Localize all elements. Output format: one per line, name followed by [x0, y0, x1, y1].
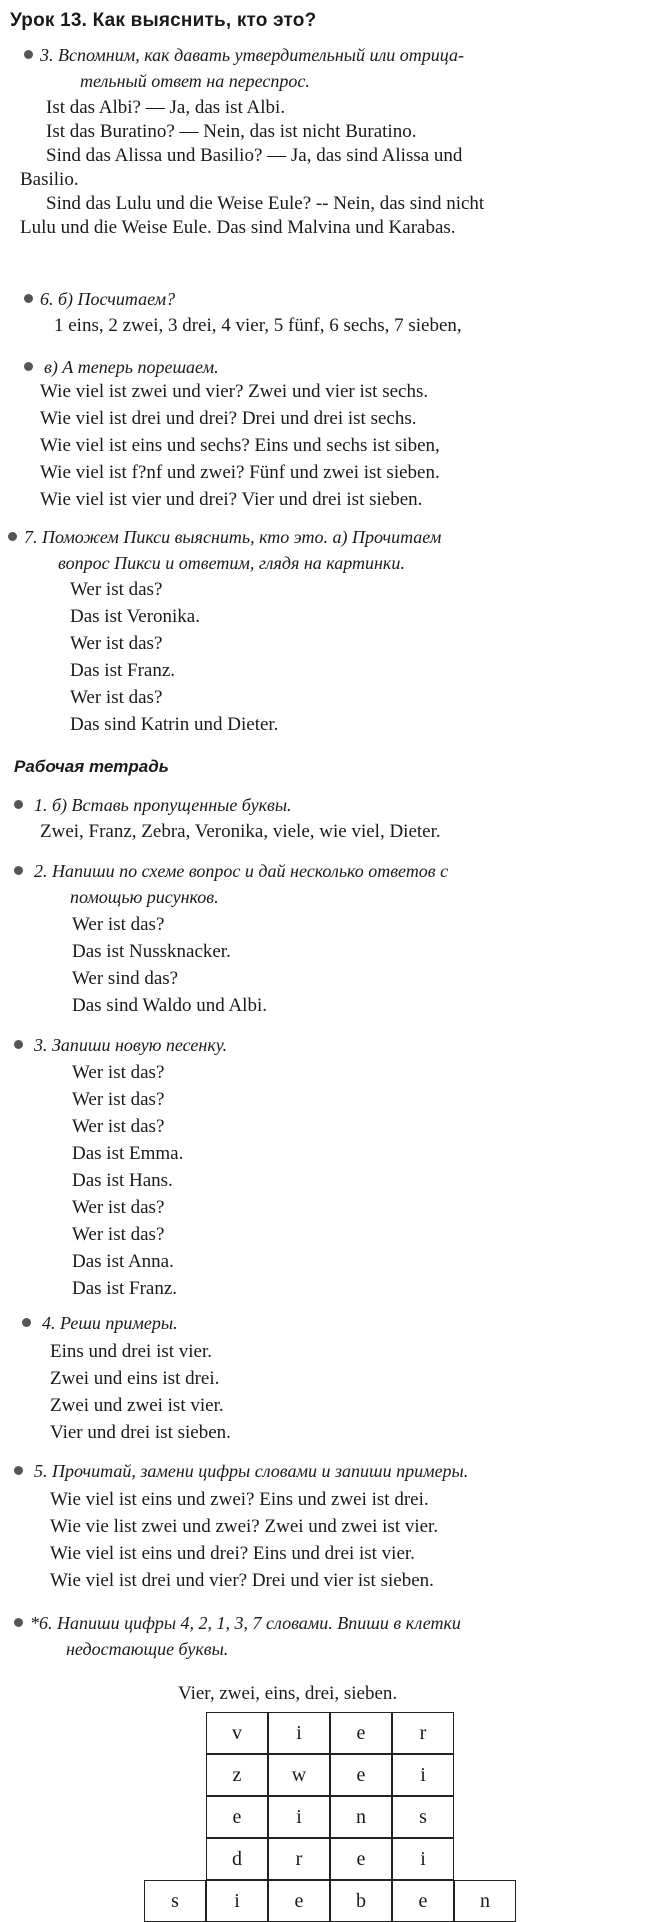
section-heading: 6. б) Посчитаем?	[40, 289, 176, 309]
grid-cell: e	[392, 1880, 454, 1922]
bullet-icon	[14, 1618, 23, 1627]
text-line: Wie viel ist drei und drei? Drei und drei ist sechs.	[40, 408, 417, 429]
grid-cell: e	[330, 1754, 392, 1796]
text-line: Sind das Lulu und die Weise Eule? -- Nein, das sind nicht	[46, 193, 485, 214]
grid-cell: i	[268, 1796, 330, 1838]
text-line: Das sind Waldo und Albi.	[72, 995, 267, 1016]
answer-line: Vier, zwei, eins, drei, sieben.	[178, 1683, 398, 1704]
grid-cell: r	[268, 1838, 330, 1880]
grid-cell: e	[330, 1838, 392, 1880]
text-line: Wer ist das?	[72, 1062, 165, 1083]
grid-cell: r	[392, 1712, 454, 1754]
text-line: Ist das Buratino? — Nein, das ist nicht Buratino.	[46, 121, 417, 142]
bullet-icon	[24, 362, 33, 371]
grid-cell: e	[206, 1796, 268, 1838]
text-line: Wie vie list zwei und zwei? Zwei und zwei ist vier.	[50, 1516, 439, 1537]
text-line: Das ist Anna.	[72, 1251, 174, 1272]
grid-cell: e	[330, 1712, 392, 1754]
text-line: Zwei und eins ist drei.	[50, 1368, 220, 1389]
text-line: Wie viel ist f?nf und zwei? Fünf und zwei ist sieben.	[40, 462, 440, 483]
bullet-icon	[14, 800, 23, 809]
text-line: Zwei, Franz, Zebra, Veronika, viele, wie viel, Dieter.	[40, 821, 441, 842]
text-line: Wer ist das?	[72, 914, 165, 935]
bullet-icon	[14, 1466, 23, 1475]
grid-cell: d	[206, 1838, 268, 1880]
text-line: Das ist Emma.	[72, 1143, 184, 1164]
grid-cell: i	[392, 1754, 454, 1796]
workbook-title: Рабочая тетрадь	[14, 757, 169, 776]
grid-cell: n	[454, 1880, 516, 1922]
grid-cell: e	[268, 1880, 330, 1922]
text-line: Wie viel ist drei und vier? Drei und vier ist sieben.	[50, 1570, 434, 1591]
bullet-icon	[24, 50, 33, 59]
text-line: Wer ist das?	[72, 1224, 165, 1245]
text-line: Zwei und zwei ist vier.	[50, 1395, 224, 1416]
text-line: Wer sind das?	[72, 968, 179, 989]
section-heading: 1. б) Вставь пропущенные буквы.	[34, 795, 292, 815]
text-line: Lulu und die Weise Eule. Das sind Malvina und Karabas.	[20, 217, 456, 238]
section-heading: 3. Вспомним, как давать утвердительный или отрица- тельный ответ на переспрос.	[40, 45, 465, 91]
grid-cell: n	[330, 1796, 392, 1838]
text-line: Das ist Veronika.	[70, 606, 200, 627]
page-title: Урок 13. Как выяснить, кто это?	[10, 10, 317, 31]
bullet-icon	[22, 1318, 31, 1327]
section-heading: 2. Напиши по схеме вопрос и дай несколько ответов с помощью рисунков.	[34, 861, 449, 907]
text-line: Das ist Franz.	[72, 1278, 178, 1299]
text-line: Wer ist das?	[70, 633, 163, 654]
text-line: Wie viel ist eins und sechs? Eins und sechs ist siben,	[40, 435, 440, 456]
text-line: Eins und drei ist vier.	[50, 1341, 213, 1362]
grid-cell: i	[206, 1880, 268, 1922]
text-line: Wie viel ist vier und drei? Vier und drei ist sieben.	[40, 489, 423, 510]
bullet-icon	[14, 866, 23, 875]
section-heading: 4. Реши примеры.	[42, 1313, 178, 1333]
bullet-icon	[8, 532, 17, 541]
section-heading: 7. Поможем Пикси выяснить, кто это. а) Прочитаем вопрос Пикси и ответим, глядя на картинки.	[24, 527, 442, 573]
text-line: Das ist Franz.	[70, 660, 176, 681]
section-heading: 5. Прочитай, замени цифры словами и запиши примеры.	[34, 1461, 469, 1481]
text-line: Ist das Albi? — Ja, das ist Albi.	[46, 97, 286, 118]
text-line: Wer ist das?	[72, 1089, 165, 1110]
text-line: Basilio.	[20, 169, 79, 190]
text-line: Das sind Katrin und Dieter.	[70, 714, 279, 735]
text-line: Das ist Hans.	[72, 1170, 173, 1191]
grid-cell: i	[392, 1838, 454, 1880]
text-line: Wie viel ist eins und drei? Eins und drei ist vier.	[50, 1543, 415, 1564]
text-line: Sind das Alissa und Basilio? — Ja, das sind Alissa und	[46, 145, 463, 166]
grid-cell: s	[144, 1880, 206, 1922]
text-line: 1 eins, 2 zwei, 3 drei, 4 vier, 5 fünf, 6 sechs, 7 sieben,	[54, 315, 462, 336]
bullet-icon	[14, 1040, 23, 1049]
text-line: Wer ist das?	[70, 579, 163, 600]
text-line: Wer ist das?	[72, 1116, 165, 1137]
section-heading: *6. Напиши цифры 4, 2, 1, 3, 7 словами. Впиши в клетки недостающие буквы.	[30, 1613, 461, 1659]
grid-cell: i	[268, 1712, 330, 1754]
grid-cell: s	[392, 1796, 454, 1838]
text-line: Vier und drei ist sieben.	[50, 1422, 231, 1443]
text-line: Wie viel ist eins und zwei? Eins und zwei ist drei.	[50, 1489, 429, 1510]
grid-cell: b	[330, 1880, 392, 1922]
grid-cell: z	[206, 1754, 268, 1796]
section-heading: 3. Запиши новую песенку.	[34, 1035, 228, 1055]
bullet-icon	[24, 294, 33, 303]
text-line: Wer ist das?	[70, 687, 163, 708]
text-line: Wie viel ist zwei und vier? Zwei und vier ist sechs.	[40, 381, 429, 402]
section-heading: в) А теперь порешаем.	[44, 357, 219, 377]
grid-cell: w	[268, 1754, 330, 1796]
grid-cell: v	[206, 1712, 268, 1754]
text-line: Wer ist das?	[72, 1197, 165, 1218]
text-line: Das ist Nussknacker.	[72, 941, 231, 962]
